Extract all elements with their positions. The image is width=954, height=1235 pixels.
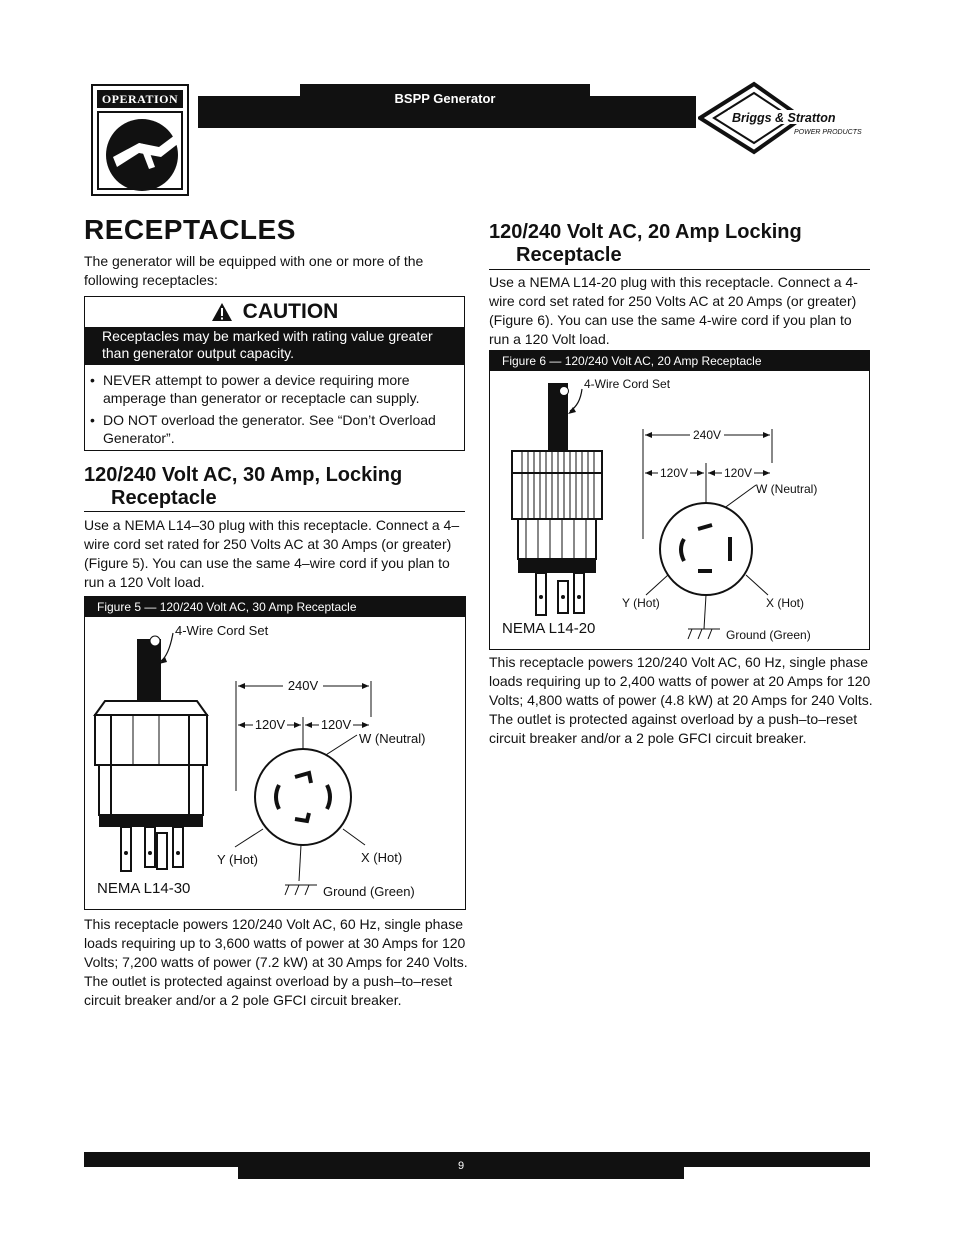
cord-icon bbox=[137, 639, 161, 703]
section-30-description: This receptacle powers 120/240 Volt AC, 60 Hz, single phase loads requiring up to 3,600 watts of power at 30 Amps for 120 Volts; 7,200 watts of power (7.2 kW) at 30 Amps for 240 Volts. The outlet is protected against overload by a push–to–reset circuit breaker and/or a 2 pole GFCI circuit breaker. bbox=[84, 916, 468, 1008]
section-20-heading-line1: 120/240 Volt AC, 20 Amp Locking bbox=[489, 221, 802, 243]
operation-logo-text: OPERATION bbox=[97, 90, 183, 108]
v240-label: 240V bbox=[287, 678, 319, 693]
neutral-label: W (Neutral) bbox=[756, 482, 818, 496]
plug-icon bbox=[512, 451, 602, 615]
section-30-body: Use a NEMA L14–30 plug with this receptacle. Connect a 4–wire cord set rated for 250 Volts AC at 30 Amps (or greater) (Figure 5). You can use the same 4–wire cord if you plan to run a 120 Volt load. bbox=[84, 517, 460, 590]
plug-icon bbox=[95, 701, 207, 871]
caution-list bbox=[85, 371, 464, 447]
figure-5 bbox=[84, 596, 466, 910]
cord-label: 4-Wire Cord Set bbox=[175, 623, 269, 638]
brand-name: Briggs & Stratton bbox=[732, 111, 836, 125]
caution-box bbox=[84, 296, 465, 451]
page-number: 9 bbox=[238, 1157, 684, 1179]
section-20-heading-line2: Receptacle bbox=[516, 244, 622, 266]
v120a-label: 120V bbox=[659, 466, 689, 480]
operation-logo bbox=[91, 84, 189, 196]
ground-label: Ground (Green) bbox=[323, 884, 415, 899]
v120b-label: 120V bbox=[320, 717, 352, 732]
brand-sub: POWER PRODUCTS bbox=[794, 129, 862, 136]
hot-x-label: X (Hot) bbox=[766, 596, 805, 610]
caution-notice: Receptacles may be marked with rating value greater than generator output capacity. bbox=[85, 327, 464, 365]
briggs-stratton-logo bbox=[698, 80, 874, 156]
caution-bullet: • DO NOT overload the generator. See “Don’t Overload Generator”. bbox=[103, 411, 454, 447]
section-30-heading-line2: Receptacle bbox=[111, 487, 217, 509]
section-20-rule bbox=[489, 269, 870, 270]
figure-6-caption: Figure 6 — 120/240 Volt AC, 20 Amp Receptacle bbox=[490, 351, 869, 371]
model-label: NEMA L14-20 bbox=[502, 620, 596, 637]
section-30-heading-line1: 120/240 Volt AC, 30 Amp, Locking bbox=[84, 464, 403, 486]
section-30-rule bbox=[84, 511, 465, 512]
hot-y-label: Y (Hot) bbox=[217, 852, 258, 867]
section-20-heading bbox=[489, 221, 802, 267]
neutral-label: W (Neutral) bbox=[359, 731, 426, 746]
cord-label: 4-Wire Cord Set bbox=[584, 377, 671, 391]
caution-label: CAUTION bbox=[242, 300, 339, 323]
hot-x-label: X (Hot) bbox=[361, 850, 403, 865]
section-30-heading bbox=[84, 464, 402, 510]
section-20-body: Use a NEMA L14-20 plug with this receptacle. Connect a 4-wire cord set rated for 250 Volts AC at 20 Amps (or greater) (Figure 6). You can use the same 4-wire cord if you plan to run a 120 Volt load. bbox=[489, 274, 858, 347]
warning-icon bbox=[211, 302, 233, 322]
model-label: NEMA L14-30 bbox=[97, 880, 191, 897]
section-20-description: This receptacle powers 120/240 Volt AC, 60 Hz, single phase loads requiring up to 2,400 watts of power at 20 Amps for 120 Volts; 4,800 watts of power (4.8 kW) at 20 Amps for 240 Volts. The outlet is protected against overload by a push–to–reset circuit breaker and/or a 2 pole GFCI circuit breaker. bbox=[489, 654, 873, 746]
hot-y-label: Y (Hot) bbox=[622, 596, 660, 610]
intro-text: The generator will be equipped with one or more of the following receptacles: bbox=[84, 253, 424, 288]
v240-label: 240V bbox=[692, 428, 722, 442]
figure-5-diagram bbox=[85, 617, 465, 909]
caution-header bbox=[85, 297, 464, 327]
v120b-label: 120V bbox=[723, 466, 753, 480]
v120a-label: 120V bbox=[254, 717, 286, 732]
page-title: RECEPTACLES bbox=[84, 214, 296, 245]
receptacle-icon bbox=[255, 749, 351, 845]
caution-bullet: • NEVER attempt to power a device requiring more amperage than generator or receptacle can supply. bbox=[103, 371, 454, 407]
receptacle-icon bbox=[660, 503, 752, 595]
figure-5-caption: Figure 5 — 120/240 Volt AC, 30 Amp Receptacle bbox=[85, 597, 465, 617]
figure-6-diagram bbox=[490, 371, 869, 649]
wrench-icon bbox=[97, 111, 183, 190]
header-title: BSPP Generator bbox=[300, 84, 590, 114]
ground-label: Ground (Green) bbox=[726, 628, 811, 642]
figure-6 bbox=[489, 350, 870, 650]
